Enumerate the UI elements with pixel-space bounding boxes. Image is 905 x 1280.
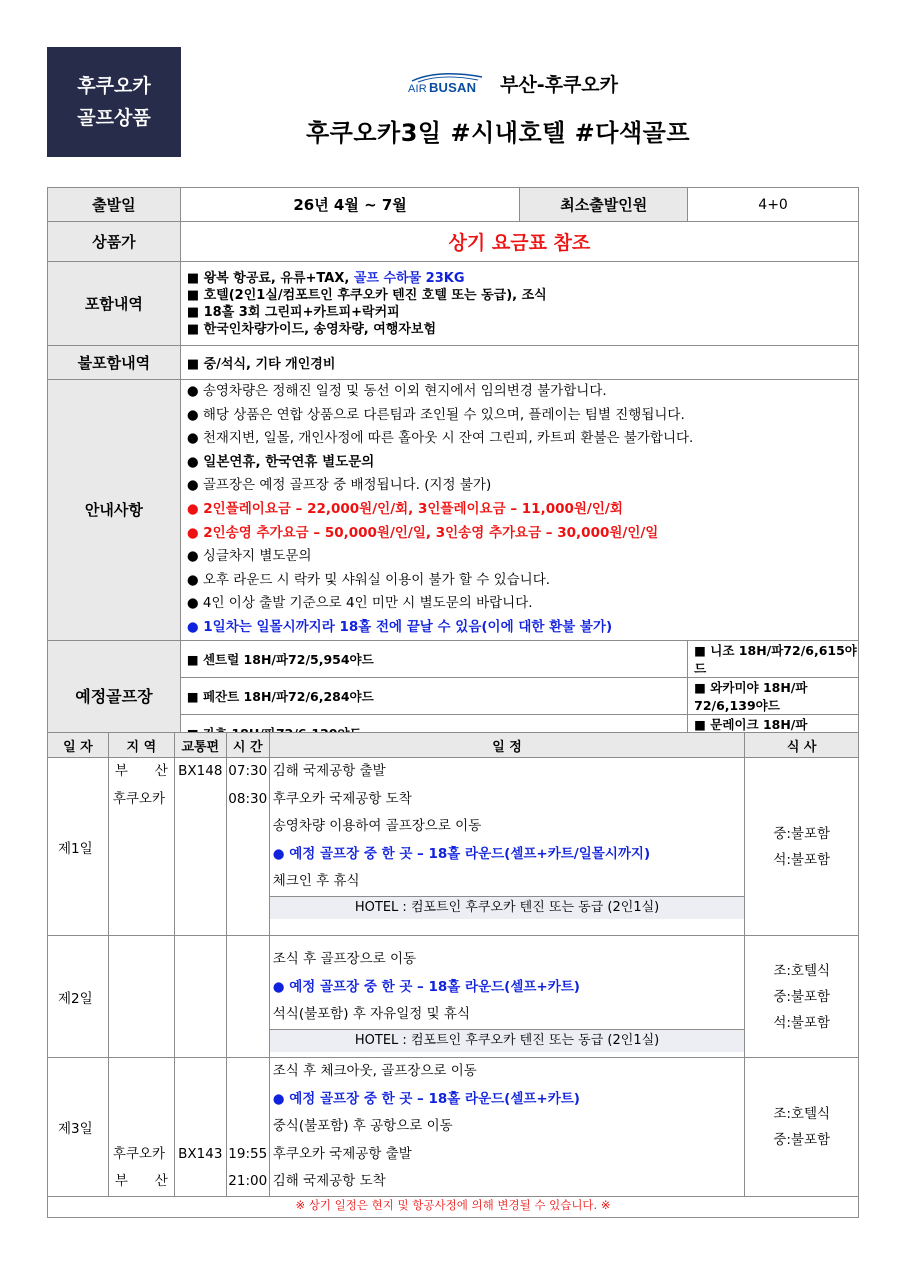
note-item: ● 2인송영 추가요금 – 50,000원/인/일, 3인송영 추가요금 – 30,000원/인/일 bbox=[186, 524, 659, 541]
course-item: ■ 문레이크 18H/파 bbox=[688, 714, 859, 751]
product-badge bbox=[47, 47, 181, 157]
include-list bbox=[180, 262, 858, 346]
itinerary-footnote: ※ 상기 일정은 현지 및 항공사정에 의해 변경될 수 있습니다. ※ bbox=[48, 1196, 859, 1217]
logo-busan: BUSAN bbox=[428, 79, 477, 95]
flight-cell: BX143 bbox=[174, 1058, 226, 1197]
note-item: ● 송영차량은 정해진 일정 및 동선 이외 현지에서 임의변경 불가합니다. bbox=[186, 383, 607, 399]
day-row bbox=[48, 936, 859, 1058]
day-label: 제1일 bbox=[48, 758, 109, 936]
note-item: ● 싱글차지 별도문의 bbox=[186, 548, 312, 565]
note-item: ● 해당 상품은 연합 상품으로 다른팀과 조인될 수 있으며, 플레이는 팀별 진행됩니다. bbox=[186, 406, 685, 423]
note-item: ● 일본연휴, 한국연휴 별도문의 bbox=[186, 453, 375, 470]
schedule-cell: 조식 후 체크아웃, 골프장으로 이동 ● 예정 골프장 중 한 곳 – 18홀 라운드(셀프+카트) 중식(불포함) 후 공항으로 이동 후쿠오카 국제공항 출발 김해 국제공항 도착 bbox=[269, 1058, 745, 1197]
course-item: ■ 센트럴 18H/파72/5,954야드 bbox=[180, 640, 687, 677]
course-item: ■ 페잔트 18H/파72/6,284야드 bbox=[180, 677, 687, 714]
region-cell: 부 산 후쿠오카 bbox=[108, 758, 174, 936]
header-day: 일 자 bbox=[48, 733, 109, 758]
note-item: ● 4인 이상 출발 기준으로 4인 미만 시 별도문의 바랍니다. bbox=[186, 595, 533, 612]
note-item: ● 천재지변, 일몰, 개인사정에 따른 홀아웃 시 잔여 그린피, 카트피 환불은 불가합니다. bbox=[186, 430, 694, 447]
include-item: ■ 18홀 3회 그린피+카트피+락커피 bbox=[186, 304, 400, 320]
include-item: ■ 왕복 항공료, 유류+TAX, 골프 수하물 23KG bbox=[186, 270, 465, 286]
exclude-label: 불포함내역 bbox=[48, 346, 181, 380]
time-cell: 07:30 08:30 bbox=[226, 758, 269, 936]
note-item: ● 2인플레이요금 – 22,000원/인/회, 3인플레이요금 – 11,000원/인/회 bbox=[186, 500, 623, 517]
header-schedule: 일 정 bbox=[269, 733, 745, 758]
header-meal: 식 사 bbox=[745, 733, 859, 758]
meal-cell: 중:불포함 석:불포함 bbox=[745, 758, 859, 936]
header-transport: 교통편 bbox=[174, 733, 226, 758]
day-label: 제2일 bbox=[48, 936, 109, 1058]
include-item: ■ 한국인차량가이드, 송영차량, 여행자보험 bbox=[186, 321, 437, 337]
brand-header bbox=[408, 70, 618, 97]
hotel-info: HOTEL : 컴포트인 후쿠오카 텐진 또는 동급 (2인1실) bbox=[270, 1029, 745, 1052]
itinerary-table bbox=[47, 732, 859, 1218]
notes-list bbox=[180, 380, 858, 641]
departure-label: 출발일 bbox=[48, 188, 181, 222]
hotel-info: HOTEL : 컴포트인 후쿠오카 텐진 또는 동급 (2인1실) bbox=[270, 896, 745, 919]
day-label: 제3일 bbox=[48, 1058, 109, 1197]
header-region: 지 역 bbox=[108, 733, 174, 758]
note-item: ● 1일차는 일몰시까지라 18홀 전에 끝날 수 있음(이에 대한 환불 불가) bbox=[186, 618, 613, 635]
courses-label: 예정골프장 bbox=[48, 640, 181, 751]
day-row bbox=[48, 1058, 859, 1197]
time-cell: 19:55 21:00 bbox=[226, 1058, 269, 1197]
departure-value: 26년 4월 ~ 7월 bbox=[180, 188, 520, 222]
badge-line-2: 골프상품 bbox=[77, 107, 151, 129]
header-time: 시 간 bbox=[226, 733, 269, 758]
schedule-cell: 김해 국제공항 출발 후쿠오카 국제공항 도착 송영차량 이용하여 골프장으로 이동 ● 예정 골프장 중 한 곳 – 18홀 라운드(셀프+카트/일몰시까지) 체크인 후 휴식 HOTEL : 컴포트인 후쿠오카 텐진 또는 동급 (2인1실) bbox=[269, 758, 745, 936]
schedule-cell: 조식 후 골프장으로 이동 ● 예정 골프장 중 한 곳 – 18홀 라운드(셀프+카트) 석식(불포함) 후 자유일정 및 휴식 HOTEL : 컴포트인 후쿠오카 텐진 또는 동급 (2인1실) bbox=[269, 936, 745, 1058]
logo-air: AIR bbox=[408, 82, 427, 95]
include-item: ■ 호텔(2인1실/컴포트인 후쿠오카 텐진 호텔 또는 동급), 조식 bbox=[186, 287, 547, 303]
min-people-label: 최소출발인원 bbox=[520, 188, 688, 222]
exclude-value: ■ 중/석식, 기타 개인경비 bbox=[180, 346, 858, 380]
course-item: ■ 니조 18H/파72/6,615야드 bbox=[688, 640, 859, 677]
meal-cell: 조:호텔식 중:불포함 bbox=[745, 1058, 859, 1197]
day-row bbox=[48, 758, 859, 936]
air-busan-logo bbox=[408, 71, 486, 97]
price-label: 상품가 bbox=[48, 222, 181, 262]
notes-label: 안내사항 bbox=[48, 380, 181, 641]
include-label: 포함내역 bbox=[48, 262, 181, 346]
note-item: ● 오후 라운드 시 락카 및 샤워실 이용이 불가 할 수 있습니다. bbox=[186, 571, 551, 588]
course-item: ■ 와카미야 18H/파72/6,139야드 bbox=[688, 677, 859, 714]
region-cell: 후쿠오카 부 산 bbox=[108, 1058, 174, 1197]
route-title: 부산-후쿠오카 bbox=[500, 74, 619, 96]
price-value: 상기 요금표 참조 bbox=[180, 222, 858, 262]
note-item: ● 골프장은 예정 골프장 중 배정됩니다. (지정 불가) bbox=[186, 477, 492, 494]
min-people-value: 4+0 bbox=[688, 188, 859, 222]
flight-cell: BX148 bbox=[174, 758, 226, 936]
badge-line-1: 후쿠오카 bbox=[77, 75, 151, 97]
product-title: 후쿠오카3일 #시내호텔 #다색골프 bbox=[306, 119, 691, 147]
product-info-table bbox=[47, 187, 859, 752]
meal-cell: 조:호텔식 중:불포함 석:불포함 bbox=[745, 936, 859, 1058]
